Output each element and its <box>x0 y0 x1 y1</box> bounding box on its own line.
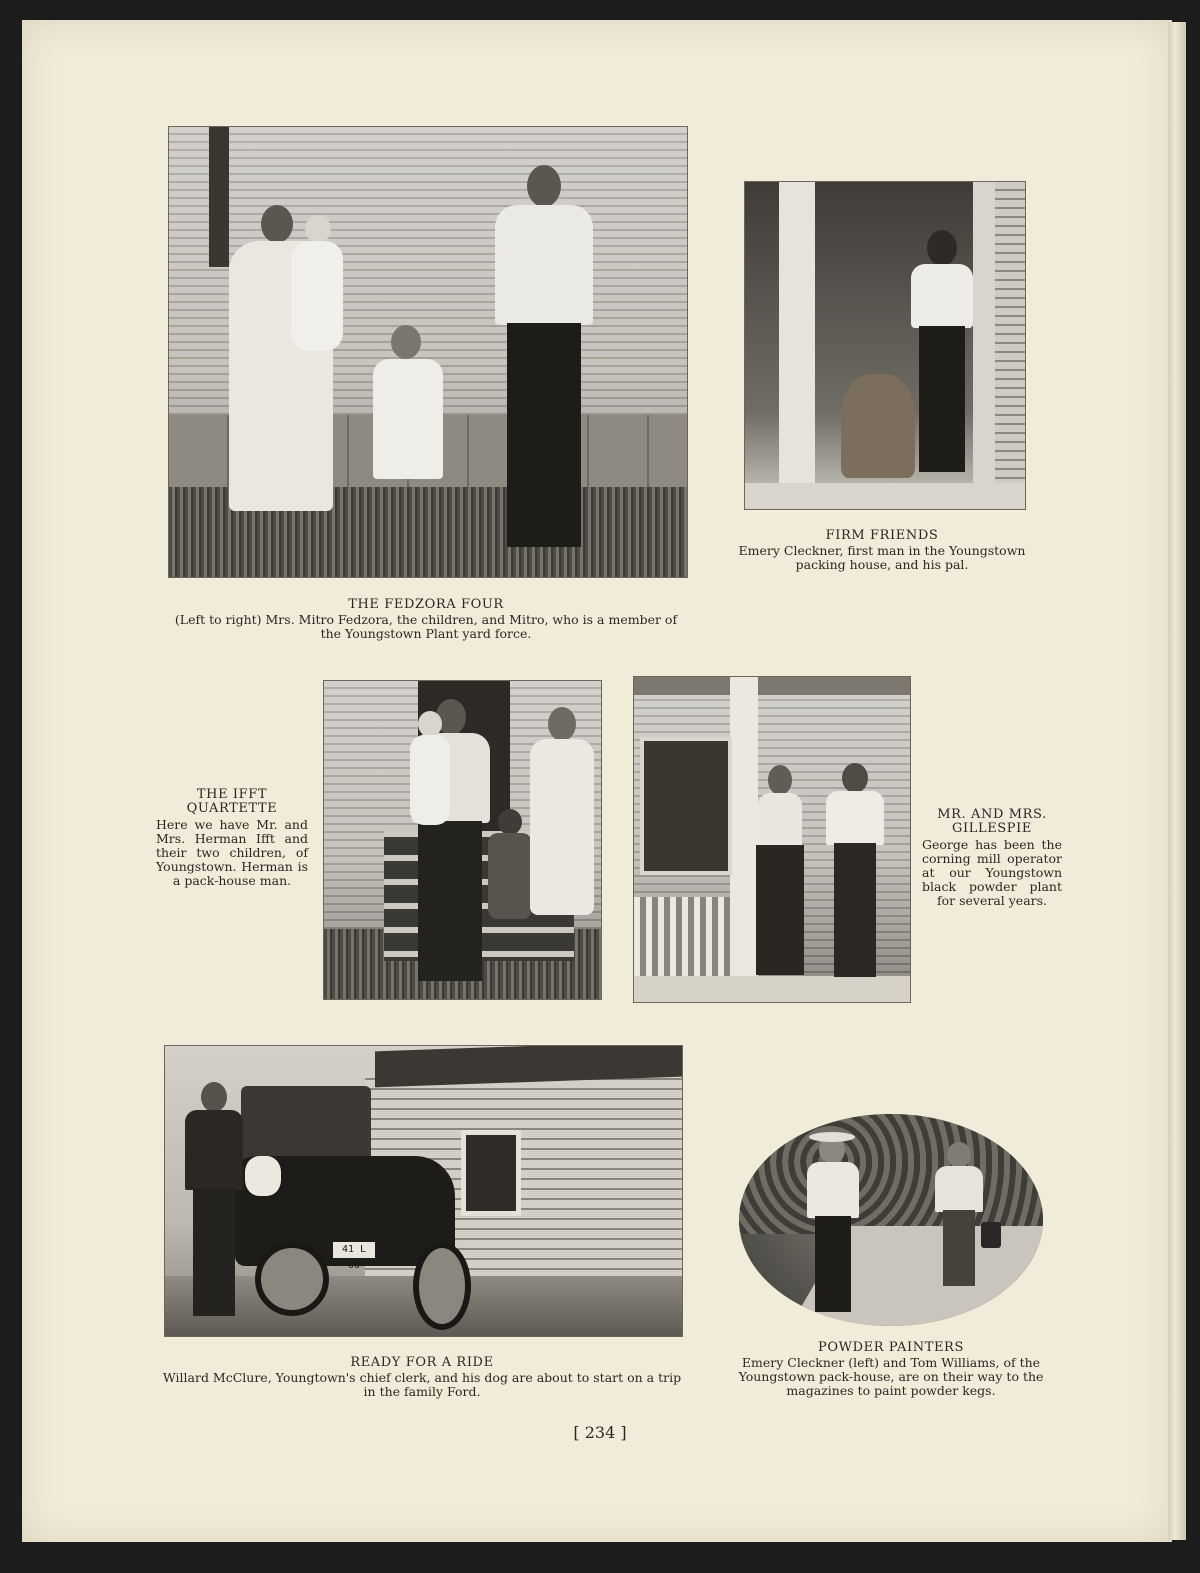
caption-fedzora <box>165 598 687 641</box>
photo-powder-painters <box>739 1114 1043 1326</box>
caption-title: THE FEDZORA FOUR <box>348 597 504 612</box>
photo-ifft-quartette <box>323 680 602 1000</box>
caption-title: POWDER PAINTERS <box>818 1340 964 1355</box>
caption-firm-friends <box>736 529 1028 572</box>
page-number: [ 234 ] <box>573 1423 627 1442</box>
photo-fedzora-four <box>168 126 688 578</box>
caption-title: READY FOR A RIDE <box>350 1355 494 1370</box>
photo-firm-friends <box>744 181 1026 510</box>
caption-text: Emery Cleckner, first man in the Youngstown packing house, and his pal. <box>738 543 1026 572</box>
caption-title: FIRM FRIENDS <box>825 528 939 543</box>
caption-ready-for-a-ride <box>158 1356 686 1399</box>
caption-ifft <box>156 788 308 888</box>
caption-title: THE IFFT QUARTETTE <box>186 787 278 816</box>
caption-text: Here we have Mr. and Mrs. Herman Ifft and their two children, of Youngstown. Herman is a pack-house man. <box>156 817 308 888</box>
license-plate-text: 41 L 00 <box>341 1244 367 1271</box>
caption-text: George has been the corning mill operator at our Youngstown black powder plant for several years. <box>922 837 1062 908</box>
caption-title: MR. AND MRS. GILLESPIE <box>937 807 1047 836</box>
photo-ready-for-a-ride <box>164 1045 683 1337</box>
caption-gillespie <box>922 808 1062 908</box>
caption-text: Willard McClure, Youngtown's chief clerk, and his dog are about to start on a trip in the family Ford. <box>162 1370 682 1399</box>
caption-text: (Left to right) Mrs. Mitro Fedzora, the children, and Mitro, who is a member of the Youngstown Plant yard force. <box>174 612 678 641</box>
page-edge <box>1168 22 1186 1540</box>
license-plate <box>333 1242 375 1271</box>
photo-gillespie <box>633 676 911 1003</box>
caption-powder-painters <box>726 1341 1056 1398</box>
caption-text: Emery Cleckner (left) and Tom Williams, of the Youngstown pack-house, are on their way to the magazines to paint powder kegs. <box>738 1355 1044 1398</box>
